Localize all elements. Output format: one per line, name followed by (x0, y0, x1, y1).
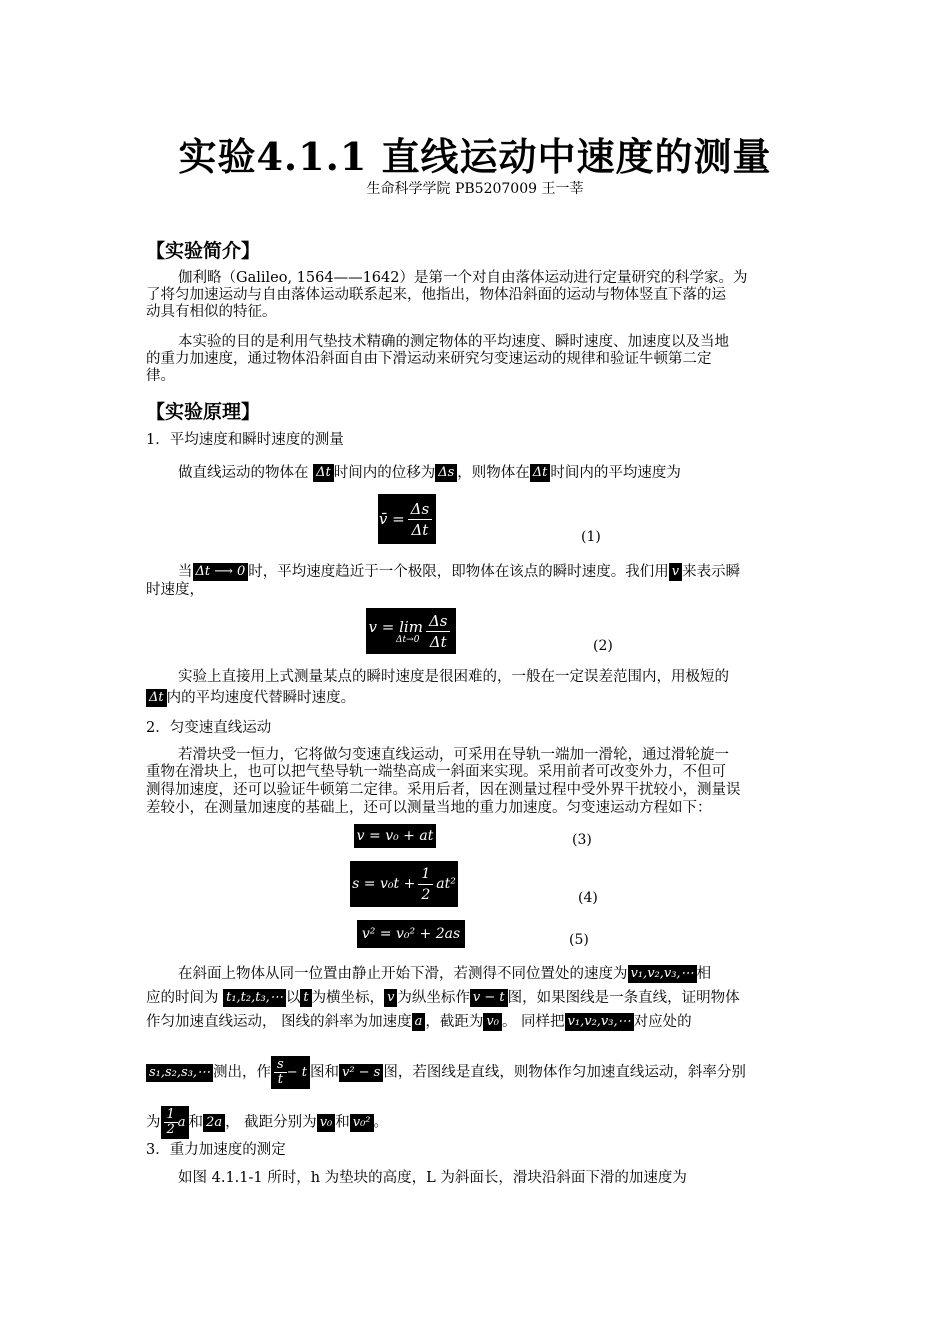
math-v0: v₀ (483, 1013, 502, 1031)
equation-number-3: (3) (572, 832, 592, 848)
equation-5: v² = v₀² + 2as (357, 920, 465, 948)
graph-p-line1: 在斜面上物体从同一位置由静止开始下滑，若测得不同位置处的速度为 v₁,v₂,v₃,⋯ 相 (178, 966, 712, 982)
math-v0: v₀ (317, 1114, 336, 1132)
math-times: t₁,t₂,t₃,⋯ (223, 989, 286, 1007)
math-delta-t: Δt (530, 464, 551, 482)
uniform-p-line2: 重物在滑块上，也可以把气垫导轨一端垫高成一斜面来实现。采用前者可改变外力，不但可 (146, 764, 726, 780)
page-title: 实验4.1.1 直线运动中速度的测量 (178, 134, 772, 179)
subheading-1: 1．平均速度和瞬时速度的测量 (146, 432, 344, 448)
equation-1: v̄ = $\frac{\Delta s}{\Delta t}$ (378, 494, 436, 544)
gravity-text-line: 如图 4.1.1-1 所时，h 为垫块的高度，L 为斜面长，滑块沿斜面下滑的加速度为 (178, 1170, 687, 1186)
equation-number-4: (4) (578, 890, 598, 906)
math-s-over-t-minus-t: $\frac{s}{t}$ − t (271, 1056, 310, 1089)
equation-3: v = v₀ + at (354, 824, 436, 848)
uniform-p-line3: 测得加速度，还可以验证牛顿第二定律。采用后者，因在测量过程中受外界干扰较小，测量误 (146, 782, 741, 798)
equation-number-5: (5) (569, 932, 589, 948)
intro-p2-line3: 律。 (146, 368, 175, 384)
math-velocities: v₁,v₂,v₃,⋯ (628, 965, 697, 983)
text-line-instant-speed: 当 Δt ⟶ 0 时，平均速度趋近于一个极限，即物体在该点的瞬时速度。我们用 v 来表示瞬 (178, 564, 741, 580)
math-2a: 2a (203, 1114, 225, 1132)
graph-p-line2: 应的时间为 t₁,t₂,t₃,⋯ 以 t 为横坐标， v 为纵坐标作 v − t 图，如果图线是一条直线，证明物体 (146, 990, 740, 1006)
math-t: t (300, 989, 311, 1007)
math-half-a: $\frac{1}{2}$ a (161, 1106, 189, 1139)
uniform-p-line1: 若滑块受一恒力，它将做匀变速直线运动，可采用在导轨一端加一滑轮，通过滑轮旋一 (178, 747, 729, 763)
intro-p1-line2: 了将匀加速运动与自由落体运动联系起来，他指出，物体沿斜面的运动与物体竖直下落的运 (146, 287, 726, 303)
math-v2-minus-s: v² − s (339, 1064, 383, 1082)
math-v-minus-t: v − t (470, 989, 508, 1007)
text-line-avg-speed: 做直线运动的物体在 Δt 时间内的位移为 Δs ，则物体在 Δt 时间内的平均速度为 (178, 465, 681, 481)
author-line: 生命科学学院 PB5207009 王一莘 (366, 181, 584, 197)
math-delta-t-to-zero: Δt ⟶ 0 (193, 563, 249, 581)
intro-p2-line2: 的重力加速度，通过物体沿斜面自由下滑运动来研究匀变速运动的规律和验证牛顿第二定 (146, 351, 712, 367)
math-velocities: v₁,v₂,v₃,⋯ (565, 1013, 634, 1031)
math-delta-t: Δt (146, 689, 167, 707)
graph-p-line5: 为 $\frac{1}{2}$ a 和 2a ， 截距分别为 v₀ 和 v₀² 。 (146, 1107, 389, 1137)
math-distances: s₁,s₂,s₃,⋯ (146, 1064, 213, 1082)
intro-p1-line1: 伽利略（Galileo, 1564——1642）是第一个对自由落体运动进行定量研究的科学家。为 (178, 270, 748, 286)
math-v: v (669, 563, 682, 581)
math-a: a (412, 1013, 426, 1031)
math-v: v (384, 989, 397, 1007)
equation-2: v = lim Δt→0 $\frac{\Delta s}{\Delta t}$ (366, 608, 456, 654)
graph-p-line4: s₁,s₂,s₃,⋯ 测出，作 $\frac{s}{t}$ − t 图和 v² − s 图，若图线是直线，则物体作匀加速直线运动，斜率分别 (146, 1056, 746, 1089)
section-heading-principle: 【实验原理】 (146, 401, 261, 423)
math-v0-squared: v₀² (350, 1114, 374, 1132)
section-heading-intro: 【实验简介】 (146, 240, 261, 262)
graph-p-line3: 作匀加速直线运动， 图线的斜率为加速度 a ，截距为 v₀ 。 同样把 v₁,v₂,v₃,⋯ 对应处的 (146, 1014, 692, 1030)
math-delta-t: Δt (313, 464, 334, 482)
text-line-instant-speed-2: 时速度， (146, 582, 204, 598)
subheading-2: 2．匀变速直线运动 (146, 720, 272, 736)
math-delta-s: Δs (435, 464, 457, 482)
equation-number-2: (2) (593, 638, 613, 654)
subheading-3: 3．重力加速度的测定 (146, 1142, 286, 1158)
equation-number-1: (1) (581, 529, 601, 545)
intro-p2-line1: 本实验的目的是利用气垫技术精确的测定物体的平均速度、瞬时速度、加速度以及当地 (178, 334, 729, 350)
uniform-p-line4: 差较小，在测量加速度的基础上，还可以测量当地的重力加速度。匀变速运动方程如下： (146, 800, 712, 816)
intro-p1-line3: 动具有相似的特征。 (146, 304, 277, 320)
equation-4: s = v₀t + $\frac{1}{2}$ at² (350, 861, 458, 907)
text-line-experiment-1: 实验上直接用上式测量某点的瞬时速度是很困难的，一般在一定误差范围内，用极短的 (178, 669, 729, 685)
text-line-experiment-2: Δt 内的平均速度代替瞬时速度。 (146, 688, 355, 708)
